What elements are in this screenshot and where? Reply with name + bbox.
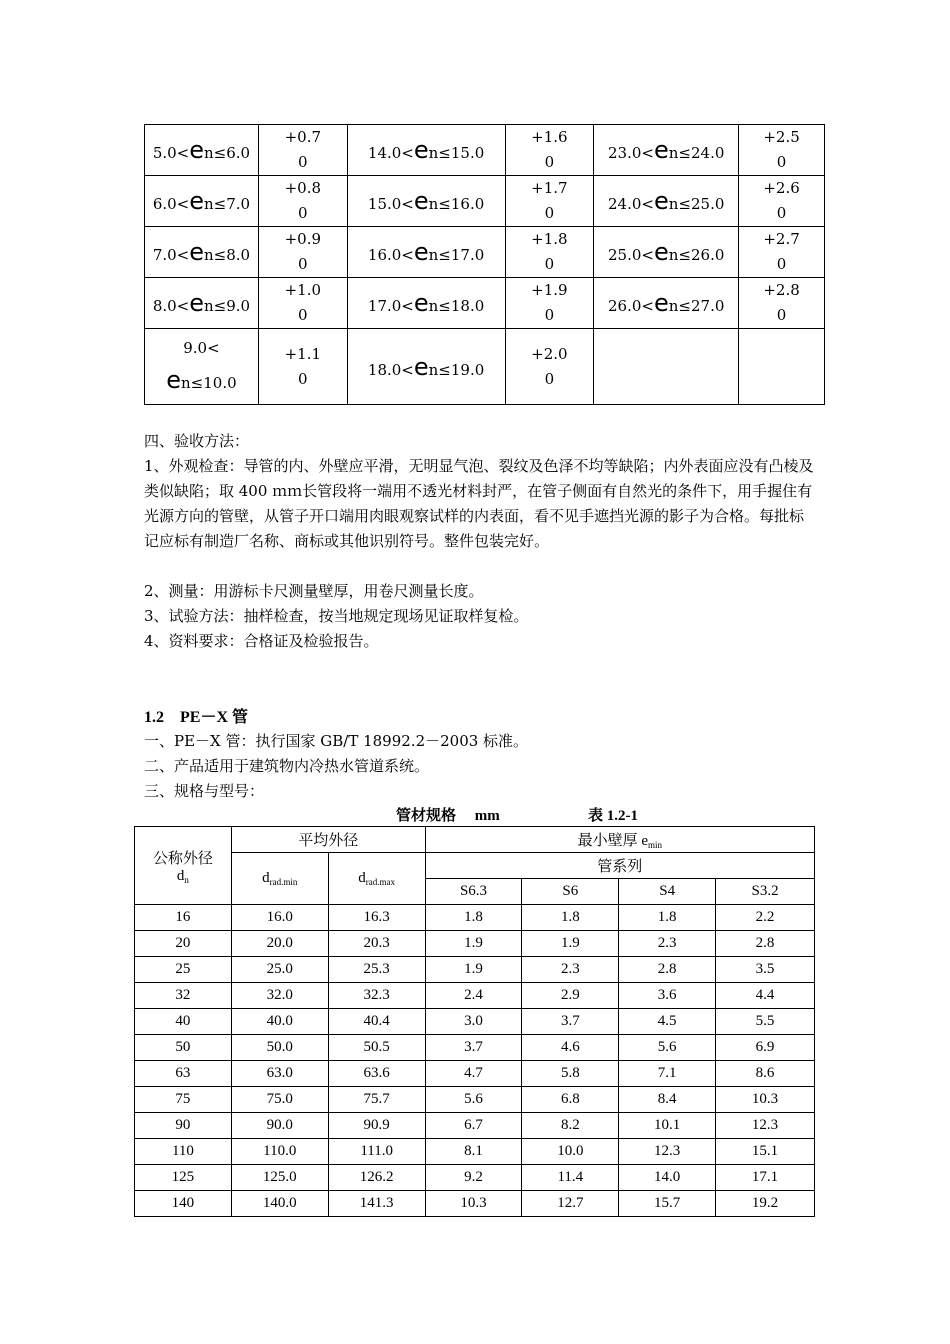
range-cell: 15.0<en≤16.0 (347, 176, 505, 227)
table-cell: 2.8 (619, 957, 716, 983)
table-cell: 125 (135, 1165, 232, 1191)
table-cell: 125.0 (231, 1165, 328, 1191)
table-cell: 3.0 (425, 1009, 522, 1035)
tolerance-cell: +1.0 0 (258, 278, 347, 329)
table-cell: 40.0 (231, 1009, 328, 1035)
table-cell: 40.4 (328, 1009, 425, 1035)
table-cell: 16.3 (328, 905, 425, 931)
table-cell: 50.5 (328, 1035, 425, 1061)
table-row (135, 957, 815, 983)
tolerance-cell: +1.6 0 (505, 125, 594, 176)
section-line-2: 二、产品适用于建筑物内冷热水管道系统。 (144, 757, 430, 775)
section-line-1: 一、PE－X 管：执行国家 GB/T 18992.2－2003 标准。 (144, 732, 529, 750)
range-cell: 14.0<en≤15.0 (347, 125, 505, 176)
table-cell: 32.3 (328, 983, 425, 1009)
table-cell: 4.7 (425, 1061, 522, 1087)
table-cell: 1.9 (425, 957, 522, 983)
range-cell: 9.0< en≤10.0 (145, 329, 259, 405)
table-cell: 63 (135, 1061, 232, 1087)
table-cell: 15.1 (716, 1139, 815, 1165)
table-cell: 25.3 (328, 957, 425, 983)
table-cell: 40 (135, 1009, 232, 1035)
table-cell: 10.3 (425, 1191, 522, 1217)
table-cell: 12.3 (619, 1139, 716, 1165)
header-s6: S6 (522, 879, 619, 905)
table-cell: 2.8 (716, 931, 815, 957)
table-row (135, 1139, 815, 1165)
header-s6-3: S6.3 (425, 879, 522, 905)
table-cell: 4.5 (619, 1009, 716, 1035)
range-cell: 17.0<en≤18.0 (347, 278, 505, 329)
table-cell: 110.0 (231, 1139, 328, 1165)
table-row (145, 125, 825, 176)
table-cell: 16.0 (231, 905, 328, 931)
table-cell: 2.2 (716, 905, 815, 931)
table-cell: 90.0 (231, 1113, 328, 1139)
table-cell: 4.4 (716, 983, 815, 1009)
tolerance-cell: +2.7 0 (739, 227, 825, 278)
table-cell: 6.9 (716, 1035, 815, 1061)
table-row (145, 227, 825, 278)
table-cell: 5.5 (716, 1009, 815, 1035)
table-cell: 5.6 (425, 1087, 522, 1113)
table-row (135, 1191, 815, 1217)
table-cell: 15.7 (619, 1191, 716, 1217)
table-cell: 126.2 (328, 1165, 425, 1191)
header-min-wall: 最小壁厚 $e_{min}$ (425, 827, 814, 853)
tolerance-cell: +0.7 0 (258, 125, 347, 176)
table-cell: 110 (135, 1139, 232, 1165)
table-cell: 8.4 (619, 1087, 716, 1113)
table-cell: 2.3 (619, 931, 716, 957)
acceptance-title: 四、验收方法： (144, 432, 250, 450)
table-cell: 75 (135, 1087, 232, 1113)
table-cell: 3.5 (716, 957, 815, 983)
table-row (145, 329, 825, 405)
header-row (135, 827, 815, 853)
range-cell: 24.0<en≤25.0 (594, 176, 739, 227)
range-cell: 7.0<en≤8.0 (145, 227, 259, 278)
empty-cell (739, 329, 825, 405)
table-cell: 8.2 (522, 1113, 619, 1139)
header-s3-2: S3.2 (716, 879, 815, 905)
table-cell: 9.2 (425, 1165, 522, 1191)
tolerance-cell: +0.8 0 (258, 176, 347, 227)
acceptance-item-1: 1、外观检查：导管的内、外壁应平滑，无明显气泡、裂纹及色泽不均等缺陷；内外表面应没有凸棱及类似缺陷；取 400 ｍｍ长管段将一端用不透光材料封严，在管子侧面有自然光的条件下，用手握住有光源方向的管壁，从管子开口端用肉眼观察试样的内表面，看不见手遮挡光源的影子为合格。每批标记应标有制造厂名称、商标或其他识别符号。整件包装完好。 (144, 457, 814, 550)
header-row (135, 853, 815, 879)
table-cell: 5.8 (522, 1061, 619, 1087)
table-cell: 14.0 (619, 1165, 716, 1191)
table-row (145, 176, 825, 227)
range-cell: 5.0<en≤6.0 (145, 125, 259, 176)
header-average-diameter: 平均外径 (231, 827, 425, 853)
table-cell: 5.6 (619, 1035, 716, 1061)
tolerance-cell: +2.8 0 (739, 278, 825, 329)
range-cell: 25.0<en≤26.0 (594, 227, 739, 278)
table-cell: 2.9 (522, 983, 619, 1009)
range-cell: 23.0<en≤24.0 (594, 125, 739, 176)
table-cell: 3.7 (522, 1009, 619, 1035)
acceptance-item-2: 2、测量：用游标卡尺测量壁厚，用卷尺测量长度。 (144, 582, 484, 600)
tolerance-cell: +1.1 0 (258, 329, 347, 405)
spec-table (134, 826, 815, 1217)
range-cell: 18.0<en≤19.0 (347, 329, 505, 405)
table-cell: 10.3 (716, 1087, 815, 1113)
header-nominal-diameter: 公称外径 $d_n$ (135, 827, 232, 905)
tolerance-cell: +2.6 0 (739, 176, 825, 227)
range-cell: 16.0<en≤17.0 (347, 227, 505, 278)
table-row (135, 1061, 815, 1087)
acceptance-item-4: 4、资料要求：合格证及检验报告。 (144, 632, 379, 650)
table-cell: 7.1 (619, 1061, 716, 1087)
table-cell: 32 (135, 983, 232, 1009)
table-cell: 50.0 (231, 1035, 328, 1061)
tolerance-cell: +2.0 0 (505, 329, 594, 405)
table-cell: 2.4 (425, 983, 522, 1009)
table-row (135, 1087, 815, 1113)
table-cell: 111.0 (328, 1139, 425, 1165)
table-cell: 19.2 (716, 1191, 815, 1217)
table-row (135, 1035, 815, 1061)
table-row (135, 931, 815, 957)
tolerance-table (144, 124, 825, 405)
table-cell: 50 (135, 1035, 232, 1061)
table-cell: 4.6 (522, 1035, 619, 1061)
table-cell: 3.7 (425, 1035, 522, 1061)
table-cell: 6.8 (522, 1087, 619, 1113)
header-dmin: $d_{rad.min}$ (231, 853, 328, 905)
header-s4: S4 (619, 879, 716, 905)
acceptance-item-3: 3、试验方法：抽样检查，按当地规定现场见证取样复检。 (144, 607, 529, 625)
table-cell: 1.8 (619, 905, 716, 931)
table-row (135, 1165, 815, 1191)
table-cell: 75.7 (328, 1087, 425, 1113)
table-cell: 63.6 (328, 1061, 425, 1087)
table-row (135, 905, 815, 931)
table-cell: 32.0 (231, 983, 328, 1009)
table-cell: 90 (135, 1113, 232, 1139)
table-row (135, 1009, 815, 1035)
table-cell: 6.7 (425, 1113, 522, 1139)
table-cell: 1.8 (425, 905, 522, 931)
table-cell: 20 (135, 931, 232, 957)
section-heading: 1.2 PE－X 管 (144, 709, 249, 726)
tolerance-cell: +1.8 0 (505, 227, 594, 278)
table-cell: 20.3 (328, 931, 425, 957)
table-cell: 8.6 (716, 1061, 815, 1087)
table-row (135, 1113, 815, 1139)
tolerance-cell: +1.7 0 (505, 176, 594, 227)
table-cell: 10.0 (522, 1139, 619, 1165)
table-cell: 2.3 (522, 957, 619, 983)
table-caption-number: 表 1.2-1 (588, 808, 638, 824)
table-cell: 25.0 (231, 957, 328, 983)
tolerance-cell: +2.5 0 (739, 125, 825, 176)
table-cell: 17.1 (716, 1165, 815, 1191)
table-cell: 20.0 (231, 931, 328, 957)
empty-cell (594, 329, 739, 405)
table-cell: 63.0 (231, 1061, 328, 1087)
table-cell: 12.3 (716, 1113, 815, 1139)
table-cell: 140 (135, 1191, 232, 1217)
table-cell: 1.9 (425, 931, 522, 957)
header-pipe-series: 管系列 (425, 853, 814, 879)
table-cell: 25 (135, 957, 232, 983)
table-cell: 11.4 (522, 1165, 619, 1191)
range-cell: 26.0<en≤27.0 (594, 278, 739, 329)
table-cell: 8.1 (425, 1139, 522, 1165)
table-row (145, 278, 825, 329)
table-cell: 141.3 (328, 1191, 425, 1217)
table-cell: 12.7 (522, 1191, 619, 1217)
table-cell: 140.0 (231, 1191, 328, 1217)
header-dmax: $d_{rad.max}$ (328, 853, 425, 905)
table-cell: 90.9 (328, 1113, 425, 1139)
table-row (135, 983, 815, 1009)
table-cell: 75.0 (231, 1087, 328, 1113)
table-cell: 1.9 (522, 931, 619, 957)
table-cell: 1.8 (522, 905, 619, 931)
tolerance-cell: +0.9 0 (258, 227, 347, 278)
section-line-3: 三、规格与型号： (144, 782, 265, 800)
range-cell: 8.0<en≤9.0 (145, 278, 259, 329)
table-cell: 3.6 (619, 983, 716, 1009)
range-cell: 6.0<en≤7.0 (145, 176, 259, 227)
table-caption-title: 管材规格 mm (396, 808, 500, 824)
tolerance-cell: +1.9 0 (505, 278, 594, 329)
table-cell: 10.1 (619, 1113, 716, 1139)
table-cell: 16 (135, 905, 232, 931)
